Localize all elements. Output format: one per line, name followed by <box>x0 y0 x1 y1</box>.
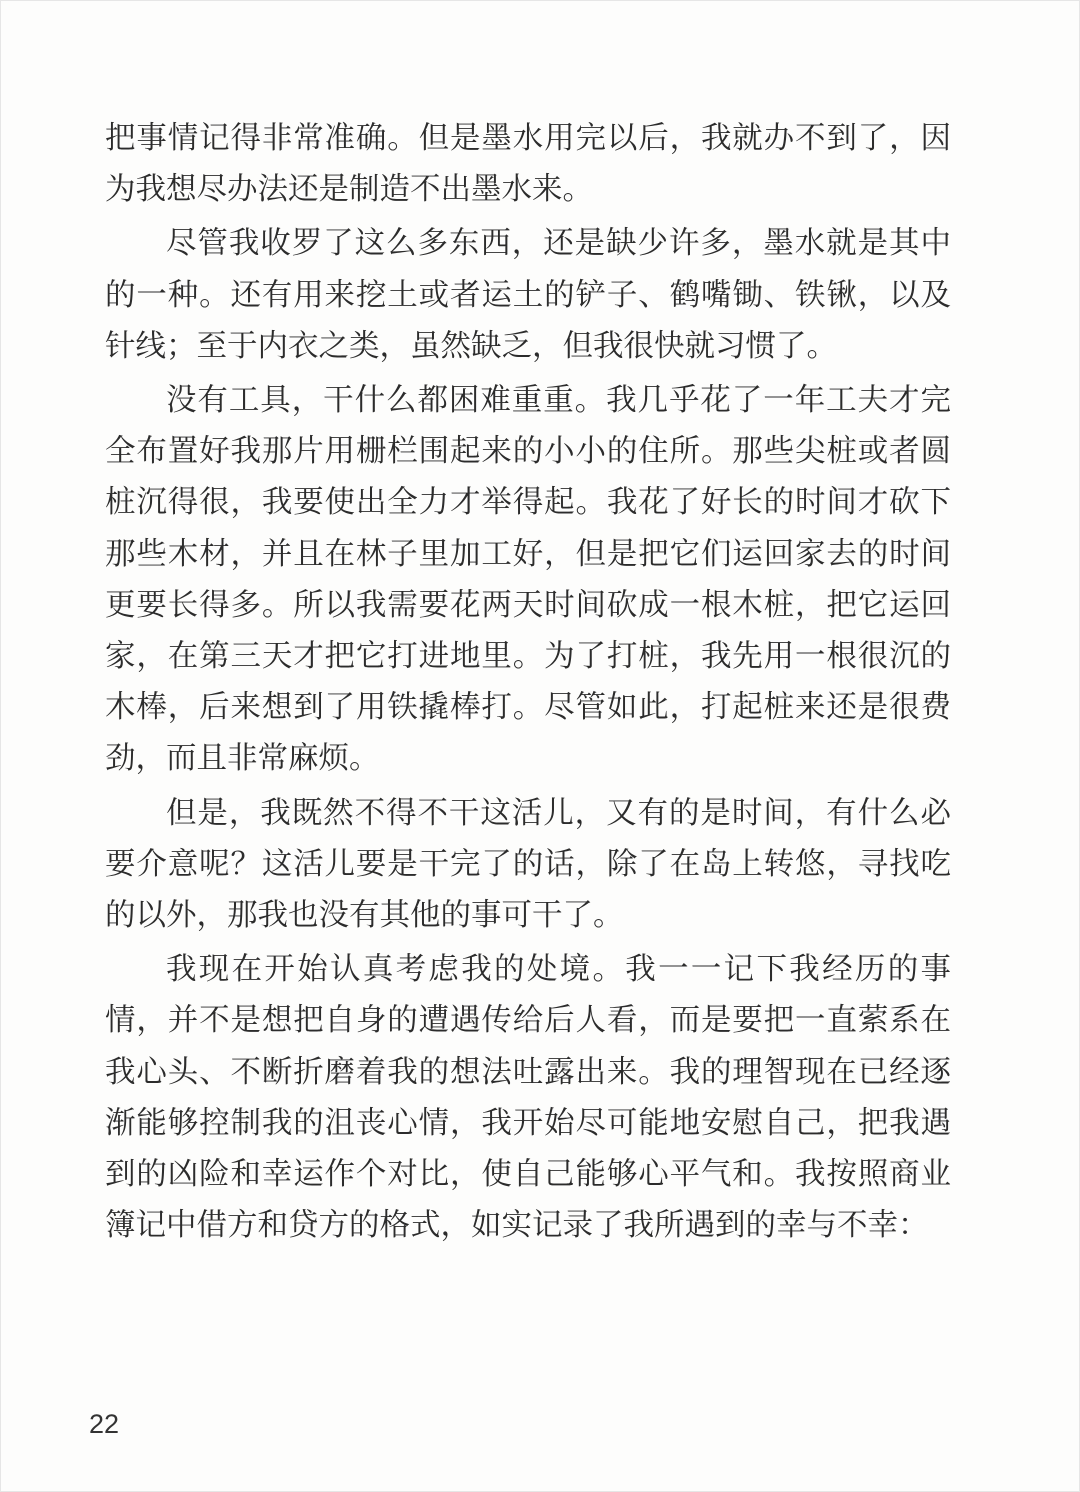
paragraph-3: 没有工具，干什么都困难重重。我几乎花了一年工夫才完全布置好我那片用栅栏围起来的小小的住所。那些尖桩或者圆桩沉得很，我要使出全力才举得起。我花了好长的时间才砍下那些木材，并且在林子里加工好，但是把它们运回家去的时间更要长得多。所以我需要花两天时间砍成一根木桩，把它运回家，在第三天才把它打进地里。为了打桩，我先用一根很沉的木棒，后来想到了用铁撬棒打。尽管如此，打起桩来还是很费劲，而且非常麻烦。 <box>105 383 951 777</box>
page-body-text <box>105 113 951 1254</box>
paragraph-5: 我现在开始认真考虑我的处境。我一一记下我经历的事情，并不是想把自身的遭遇传给后人看，而是要把一直萦系在我心头、不断折磨着我的想法吐露出来。我的理智现在已经逐渐能够控制我的沮丧心情，我开始尽可能地安慰自己，把我遇到的凶险和幸运作个对比，使自己能够心平气和。我按照商业簿记中借方和贷方的格式，如实记录了我所遇到的幸与不幸： <box>105 952 951 1244</box>
paragraph-2: 尽管我收罗了这么多东西，还是缺少许多，墨水就是其中的一种。还有用来挖土或者运土的铲子、鹤嘴锄、铁锹，以及针线；至于内衣之类，虽然缺乏，但我很快就习惯了。 <box>105 226 951 364</box>
paragraph-1: 把事情记得非常准确。但是墨水用完以后，我就办不到了，因为我想尽办法还是制造不出墨水来。 <box>105 121 951 208</box>
page-number: 22 <box>89 1409 120 1439</box>
paragraph-4: 但是，我既然不得不干这活儿，又有的是时间，有什么必要介意呢？这活儿要是干完了的话，除了在岛上转悠，寻找吃的以外，那我也没有其他的事可干了。 <box>105 795 951 934</box>
